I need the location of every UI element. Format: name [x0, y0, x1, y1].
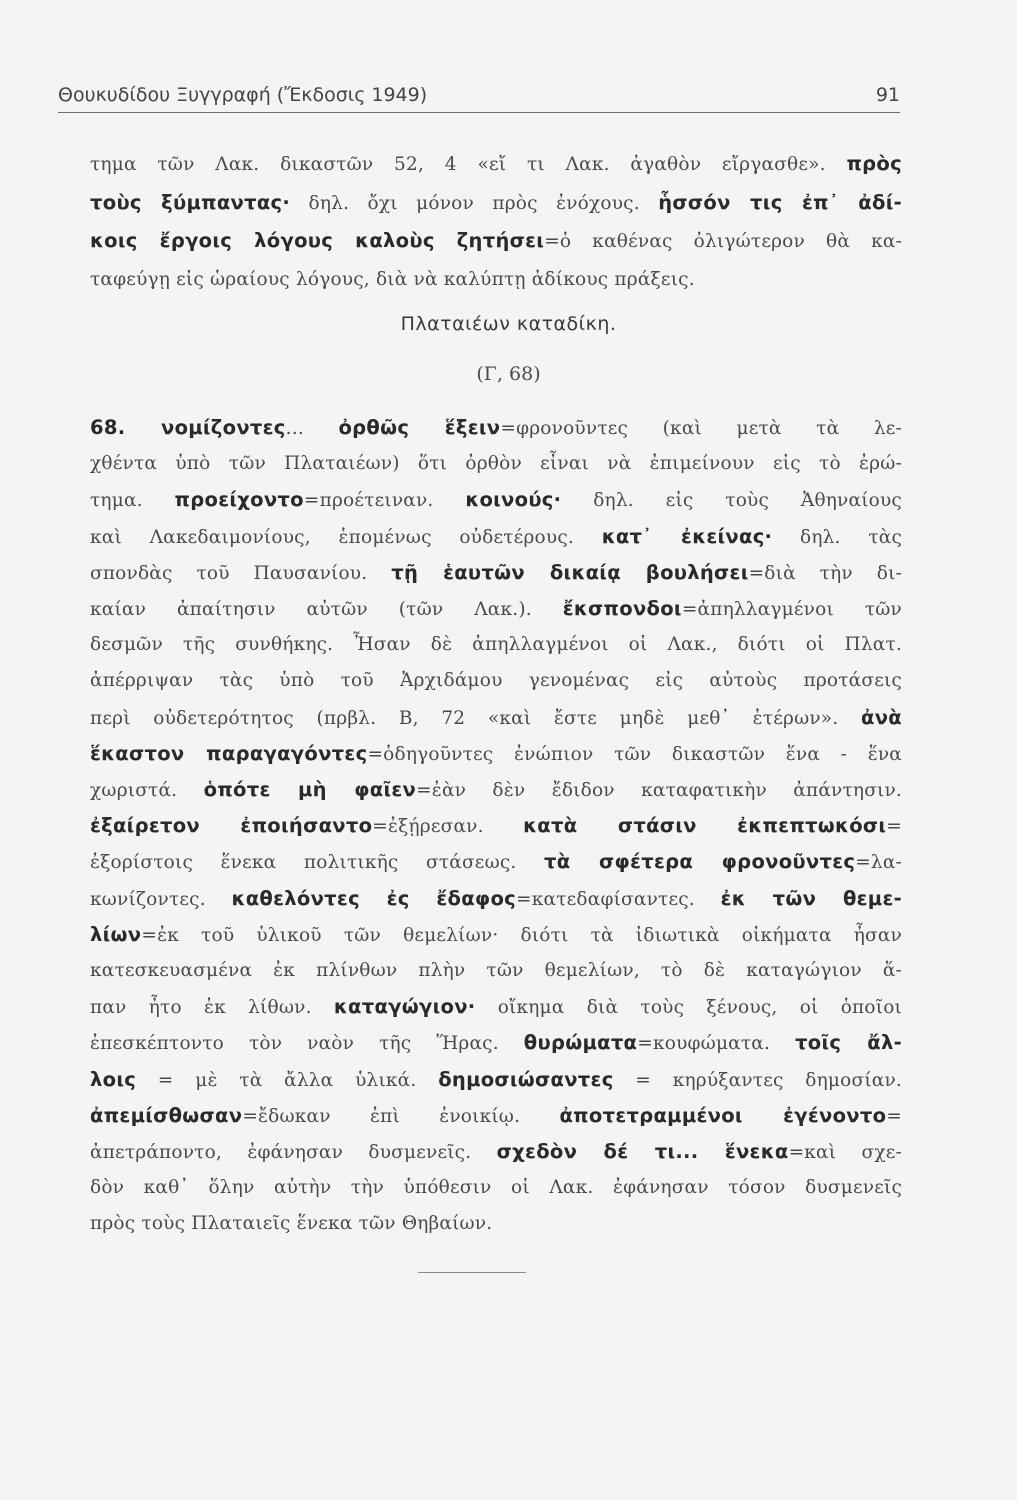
lemma-bold: λίων	[90, 922, 142, 946]
section-title: Πλαταιέων καταδίκη.	[400, 313, 617, 335]
gloss-text: =ὁδηγοῦντες ἐνώπιον τῶν δικαστῶν ἕνα - ἕνα	[367, 743, 902, 765]
text-line	[90, 1028, 902, 1059]
text-line	[90, 1101, 902, 1132]
text-line	[90, 188, 902, 219]
gloss-text: καὶ Λακεδαιμονίους, ἑπομένως οὐδετέρους.	[90, 526, 602, 548]
text-line	[90, 1137, 902, 1168]
lemma-bold: καθελόντες ἐς ἔδαφος	[231, 886, 517, 910]
lemma-bold: τῇ ἑαυτῶν δικαίᾳ βουλήσει	[391, 560, 749, 584]
gloss-text: =ἀπηλλαγμένοι τῶν	[681, 599, 902, 620]
gloss-text: σπονδὰς τοῦ Παυσανίου.	[90, 562, 392, 584]
gloss-text: δηλ. εἰς τοὺς Ἀθηναίους	[561, 490, 902, 512]
gloss-text: =καὶ σχε-	[788, 1142, 902, 1163]
lemma-bold: ὁπότε μὴ φαῖεν	[203, 778, 417, 801]
text-line	[90, 630, 902, 660]
gloss-text: περὶ οὐδετερότητος (πρβλ. Β, 72 «καὶ ἔστε μηδὲ μεθ᾽ ἑτέρων».	[90, 707, 862, 729]
lemma-bold: ὀρθῶς ἕξειν	[338, 416, 501, 439]
lemma-bold: πρὸς	[846, 152, 902, 175]
lemma-bold: ἧσσόν τις ἐπ᾽ ἀδί-	[658, 190, 902, 214]
lemma-bold: τοῖς ἄλ-	[795, 1031, 902, 1055]
gloss-text: =ἐὰν δὲν ἔδιδον καταφατικὴν ἀπάντησιν.	[416, 780, 902, 801]
gloss-text: ἀπετράποντο, ἐφάνησαν δυσμενεῖς.	[90, 1142, 497, 1163]
gloss-text: =ἔδωκαν ἐπὶ ἐνοικίῳ.	[242, 1105, 560, 1127]
gloss-text: ...	[285, 418, 339, 439]
gloss-text: =ὁ καθένας ὀλιγώτερον θὰ κα-	[544, 231, 902, 252]
text-line	[90, 413, 902, 444]
lemma-bold: ἐξαίρετον ἐποιήσαντο	[90, 814, 373, 838]
text-line	[90, 739, 902, 770]
lemma-bold: λοις	[90, 1067, 137, 1091]
gloss-text: =κατεδαφίσαντες.	[516, 888, 721, 910]
gloss-text: ταφεύγῃ εἰς ὡραίους λόγους, διὰ νὰ καλύπτῃ ἀδίκους πράξεις.	[90, 268, 695, 290]
gloss-text: οἴκημα διὰ τοὺς ξένους, οἱ ὁποῖοι	[475, 997, 902, 1019]
text-line	[90, 847, 902, 878]
lemma-bold: ἕκαστον παραγαγόντες	[90, 741, 368, 765]
section-reference: (Γ, 68)	[476, 363, 541, 385]
gloss-text: = μὲ τὰ ἄλλα ὑλικά.	[136, 1069, 439, 1091]
text-line	[90, 992, 902, 1023]
lemma-bold: ἀπεμίσθωσαν	[90, 1103, 243, 1127]
gloss-text: χωριστά.	[90, 780, 204, 801]
gloss-text: =προέτειναν.	[303, 490, 466, 512]
text-line	[90, 149, 902, 180]
lemma-bold: τὰ σφέτερα φρονοῦντες	[544, 850, 856, 874]
text-line	[90, 449, 902, 479]
lemma-bold: θυρώματα	[523, 1031, 638, 1055]
gloss-text: χθέντα ὑπὸ τῶν Πλαταιέων) ὅτι ὀρθὸν εἶναι νὰ ἐπιμείνουν εἰς τὸ ἐρώ-	[90, 453, 902, 475]
gloss-text: πρὸς τοὺς Πλαταιεῖς ἕνεκα τῶν Θηβαίων.	[90, 1213, 493, 1235]
gloss-text: ἐξορίστοις ἕνεκα πολιτικῆς στάσεως.	[90, 852, 545, 874]
gloss-text: παν ἦτο ἐκ λίθων.	[90, 997, 334, 1019]
lemma-bold: δημοσιώσαντες	[438, 1067, 614, 1091]
lemma-bold: κατ᾽ ἐκείνας·	[601, 524, 773, 548]
text-line	[90, 956, 902, 986]
lemma-bold: προείχοντο	[174, 488, 304, 512]
gloss-text: =κουφώματα.	[637, 1033, 796, 1055]
lemma-bold: ἔκσπονδοι	[562, 597, 682, 620]
lemma-bold: κοινούς·	[465, 488, 562, 512]
gloss-text: τημα τῶν Λακ. δικαστῶν 52, 4 «εἴ τι Λακ. ἀγαθὸν εἴργασθε».	[90, 154, 847, 175]
closing-rule	[418, 1272, 526, 1273]
lemma-bold: 68. νομίζοντες	[90, 416, 286, 439]
gloss-text: =	[886, 816, 902, 838]
lemma-bold: κατὰ στάσιν ἐκπεπτωκόσι	[523, 814, 887, 838]
gloss-text: δηλ. τὰς	[772, 526, 902, 548]
gloss-text: =ἐκ τοῦ ὑλικοῦ τῶν θεμελίων· διότι τὰ ἰδιωτικὰ οἰκήματα ἦσαν	[141, 924, 902, 946]
running-header	[58, 84, 900, 113]
lemma-bold: σχεδὸν δέ τι... ἕνεκα	[496, 1140, 789, 1163]
page-number: 91	[875, 84, 900, 106]
text-line	[90, 594, 902, 625]
gloss-text: κατεσκευασμένα ἐκ πλίνθων πλὴν τῶν θεμελίων, τὸ δὲ καταγώγιον ἅ-	[90, 960, 902, 981]
gloss-text: ἀπέρριψαν τὰς ὑπὸ τοῦ Ἀρχιδάμου γενομένας εἰς αὐτοὺς προτάσεις	[90, 670, 902, 692]
text-line	[90, 666, 902, 696]
text-line	[90, 485, 902, 516]
gloss-text: ἐπεσκέπτοντο τὸν ναὸν τῆς Ἥρας.	[90, 1033, 524, 1055]
running-title: Θουκυδίδου Ξυγγραφή (Ἔκδοσις 1949)	[58, 84, 428, 106]
text-line	[90, 811, 902, 842]
lemma-bold: ἐκ τῶν θεμε-	[720, 886, 902, 910]
text-line	[90, 558, 902, 589]
lemma-bold: ἀποτετραμμένοι ἐγένοντο	[559, 1103, 887, 1127]
text-line	[90, 1209, 902, 1239]
text-line	[90, 226, 902, 257]
text-line	[90, 884, 902, 915]
text-line	[90, 920, 902, 951]
gloss-text: δηλ. ὄχι μόνον πρὸς ἐνόχους.	[290, 192, 659, 214]
text-line	[90, 522, 902, 553]
gloss-text: δεσμῶν τῆς συνθήκης. Ἦσαν δὲ ἀπηλλαγμένοι οἱ Λακ., διότι οἱ Πλατ.	[90, 634, 902, 656]
text-line	[90, 775, 902, 806]
text-line	[90, 265, 902, 295]
lemma-bold: ἀνὰ	[861, 705, 902, 729]
lemma-bold: τοὺς ξύμπαντας·	[90, 190, 291, 214]
gloss-text: τημα.	[90, 490, 175, 512]
gloss-text: =διὰ τὴν δι-	[748, 562, 902, 584]
gloss-text: = κηρύξαντες δημοσίαν.	[613, 1069, 902, 1091]
gloss-text: =φρονοῦντες (καὶ μετὰ τὰ λε-	[500, 418, 902, 439]
gloss-text: =λα-	[855, 852, 902, 874]
gloss-text: =ἐξῄρεσαν.	[372, 816, 524, 838]
gloss-text: κωνίζοντες.	[90, 888, 232, 910]
text-line	[90, 1173, 902, 1203]
text-line	[90, 1065, 902, 1096]
gloss-text: =	[886, 1105, 902, 1127]
gloss-text: καίαν ἀπαίτησιν αὐτῶν (τῶν Λακ.).	[90, 599, 563, 620]
gloss-text: δὸν καθ᾽ ὅλην αὐτὴν τὴν ὑπόθεσιν οἱ Λακ. ἐφάνησαν τόσον δυσμενεῖς	[90, 1177, 902, 1199]
lemma-bold: καταγώγιον·	[333, 995, 476, 1019]
lemma-bold: κοις ἔργοις λόγους καλοὺς ζητήσει	[90, 229, 545, 252]
text-line	[90, 703, 902, 734]
